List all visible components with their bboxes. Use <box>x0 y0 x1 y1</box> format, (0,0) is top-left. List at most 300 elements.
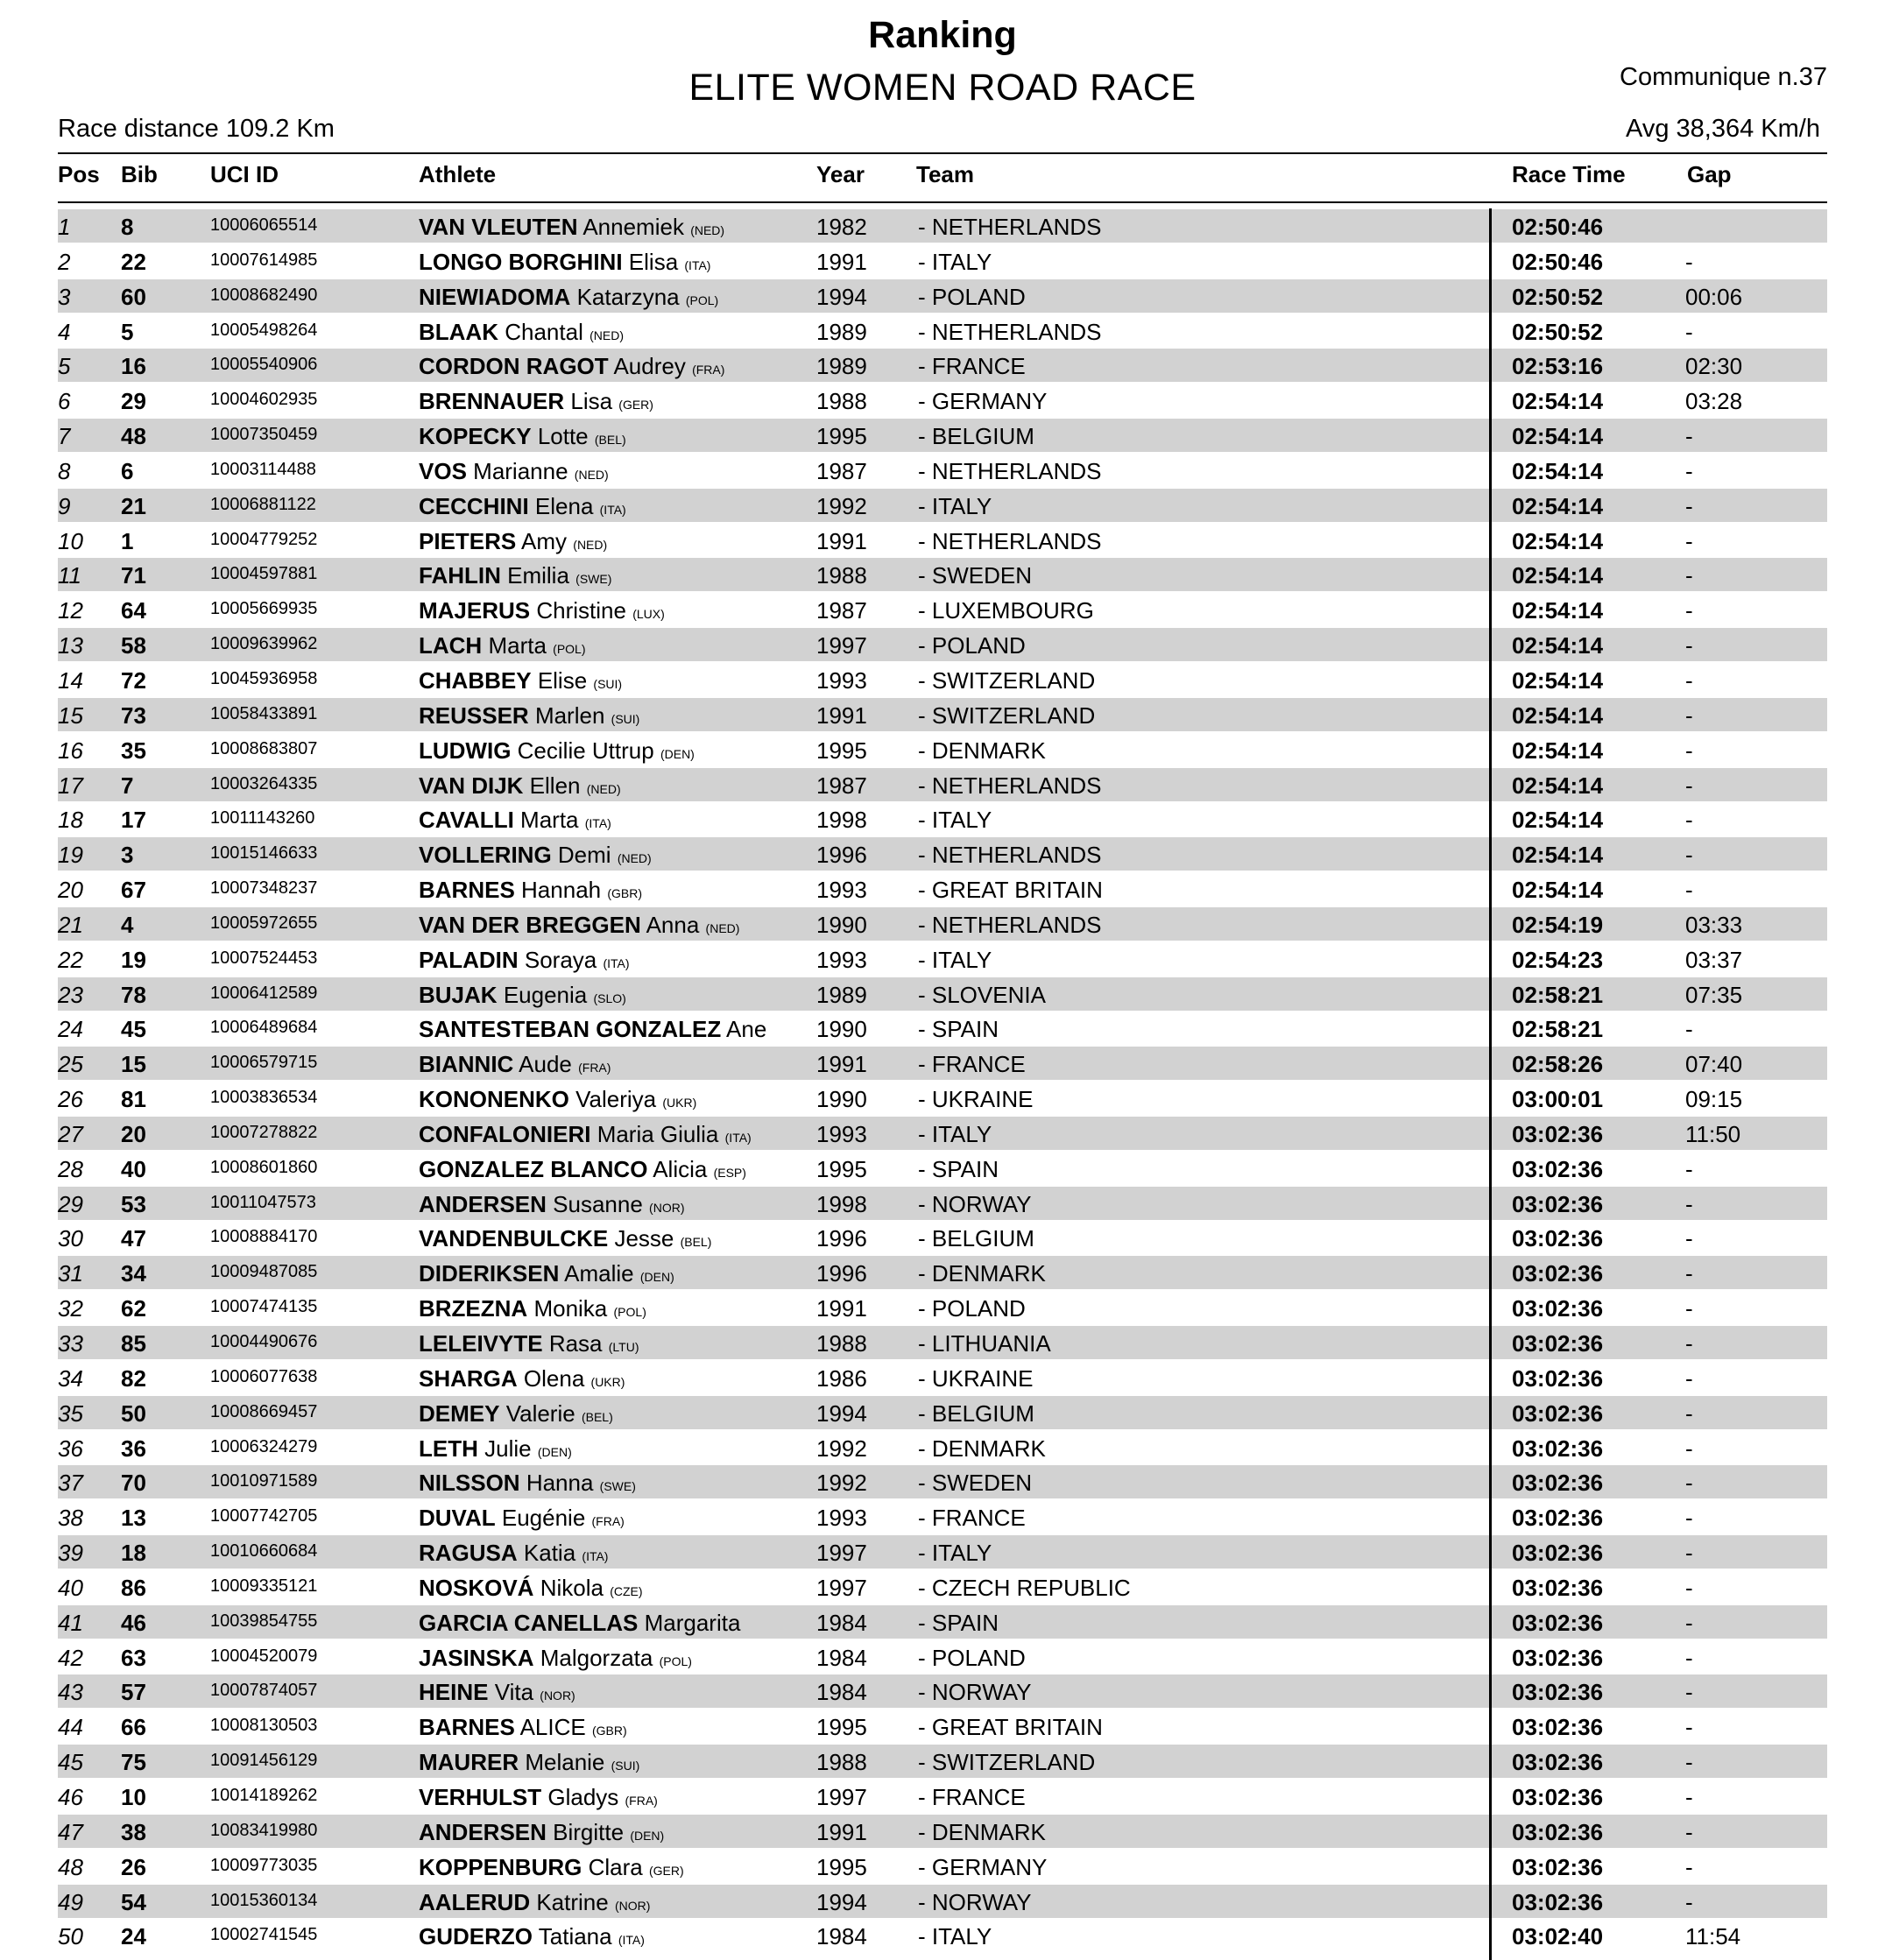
athlete-first-name: Lotte <box>537 423 589 450</box>
uci-id: 10004602935 <box>210 390 318 410</box>
athlete-name <box>419 1679 575 1709</box>
race-time: 02:54:14 <box>1512 457 1604 484</box>
position: 47 <box>58 1818 83 1845</box>
table-row <box>58 1046 1827 1081</box>
race-time: 03:02:36 <box>1512 1225 1604 1252</box>
race-time: 03:02:36 <box>1512 1609 1604 1636</box>
birth-year: 1984 <box>816 1644 867 1671</box>
time-gap: - <box>1685 1225 1693 1252</box>
time-gap: - <box>1685 1505 1693 1532</box>
team-name: - NETHERLANDS <box>918 842 1102 869</box>
athlete-first-name: Eugenia <box>503 981 588 1008</box>
communique-number: Communique n.37 <box>1620 63 1827 91</box>
race-time: 03:02:36 <box>1512 1120 1604 1147</box>
team-name: - POLAND <box>918 1295 1026 1322</box>
bib-number: 21 <box>121 492 146 519</box>
athlete-first-name: Katarzyna <box>576 283 680 310</box>
table-row <box>58 801 1827 836</box>
athlete-nationality: (SLO) <box>593 991 626 1005</box>
race-time: 02:54:14 <box>1512 702 1604 729</box>
bib-number: 47 <box>121 1225 146 1252</box>
athlete-name <box>419 1854 684 1884</box>
bib-number: 38 <box>121 1818 146 1845</box>
athlete-first-name: Marta <box>488 632 547 659</box>
race-time: 03:02:36 <box>1512 1749 1604 1776</box>
birth-year: 1992 <box>816 1435 867 1462</box>
race-time: 03:02:36 <box>1512 1853 1604 1880</box>
time-gap: - <box>1685 1364 1693 1392</box>
position: 21 <box>58 911 83 938</box>
athlete-nationality: (FRA) <box>625 1793 658 1808</box>
uci-id: 10006489684 <box>210 1018 318 1038</box>
table-row <box>58 1884 1827 1919</box>
column-header-gap: Gap <box>1687 161 1732 187</box>
column-header-team: Team <box>916 161 974 187</box>
athlete-last-name: GUDERZO <box>419 1923 533 1950</box>
athlete-name <box>419 1714 627 1744</box>
athlete-name <box>419 388 653 418</box>
athlete-last-name: LUDWIG <box>419 737 512 764</box>
uci-id: 10004490676 <box>210 1332 318 1351</box>
position: 17 <box>58 772 83 799</box>
birth-year: 1990 <box>816 1016 867 1043</box>
table-row <box>58 1849 1827 1884</box>
athlete-first-name: ALICE <box>519 1714 586 1741</box>
athlete-first-name: Annemiek <box>582 214 684 240</box>
athlete-name <box>419 1260 674 1290</box>
time-gap: - <box>1685 1540 1693 1567</box>
athlete-name <box>419 912 739 941</box>
race-time: 03:02:36 <box>1512 1679 1604 1706</box>
bib-number: 62 <box>121 1295 146 1322</box>
athlete-first-name: Melanie <box>525 1749 605 1776</box>
team-name: - SPAIN <box>918 1155 999 1182</box>
athlete-last-name: RAGUSA <box>419 1540 518 1567</box>
position: 12 <box>58 597 83 624</box>
athlete-nationality: (LUX) <box>632 607 665 622</box>
uci-id: 10014189262 <box>210 1785 318 1805</box>
time-gap: - <box>1685 1435 1693 1462</box>
race-time: 03:02:36 <box>1512 1783 1604 1810</box>
athlete-last-name: MAURER <box>419 1749 519 1776</box>
uci-id: 10004520079 <box>210 1646 318 1666</box>
athlete-nationality: (UKR) <box>662 1096 697 1110</box>
athlete-nationality: (BEL) <box>680 1235 712 1250</box>
athlete-last-name: KOPPENBURG <box>419 1853 582 1880</box>
time-gap: - <box>1685 1470 1693 1497</box>
athlete-name <box>419 1610 740 1639</box>
uci-id: 10006065514 <box>210 215 318 235</box>
birth-year: 1994 <box>816 283 867 310</box>
table-row <box>58 592 1827 627</box>
race-time: 03:00:01 <box>1512 1086 1604 1113</box>
athlete-name <box>419 667 622 697</box>
athlete-last-name: DUVAL <box>419 1505 496 1532</box>
athlete-first-name: Demi <box>557 842 611 869</box>
uci-id: 10007614985 <box>210 250 318 270</box>
athlete-first-name: Elisa <box>628 248 679 275</box>
table-row <box>58 208 1827 243</box>
table-row <box>58 1255 1827 1290</box>
birth-year: 1990 <box>816 1086 867 1113</box>
birth-year: 1997 <box>816 1783 867 1810</box>
race-time: 02:54:14 <box>1512 632 1604 659</box>
bib-number: 10 <box>121 1783 146 1810</box>
athlete-first-name: Eugénie <box>501 1505 586 1532</box>
race-time: 02:54:14 <box>1512 527 1604 554</box>
athlete-nationality: (FRA) <box>578 1061 611 1075</box>
position: 41 <box>58 1609 83 1636</box>
time-gap: - <box>1685 842 1693 869</box>
team-name: - ITALY <box>918 1540 992 1567</box>
team-name: - ITALY <box>918 492 992 519</box>
birth-year: 1993 <box>816 877 867 904</box>
time-gap: 11:50 <box>1685 1120 1741 1147</box>
team-name: - CZECH REPUBLIC <box>918 1574 1131 1601</box>
uci-id: 10009335121 <box>210 1576 318 1596</box>
athlete-last-name: PALADIN <box>419 946 519 973</box>
athlete-last-name: KONONENKO <box>419 1086 569 1113</box>
athlete-name <box>419 1540 608 1569</box>
athlete-name <box>419 493 626 523</box>
bib-number: 78 <box>121 981 146 1008</box>
athlete-name <box>419 1435 572 1465</box>
birth-year: 1991 <box>816 248 867 275</box>
table-row <box>58 767 1827 802</box>
athlete-first-name: Vita <box>494 1679 534 1706</box>
uci-id: 10008682490 <box>210 285 318 305</box>
time-gap: - <box>1685 1016 1693 1043</box>
uci-id: 10007524453 <box>210 948 318 968</box>
athlete-name <box>419 1051 611 1081</box>
athlete-nationality: (GER) <box>648 1863 684 1878</box>
athlete-last-name: CONFALONIERI <box>419 1120 591 1147</box>
bib-number: 13 <box>121 1505 146 1532</box>
time-gap: - <box>1685 1783 1693 1810</box>
bib-number: 54 <box>121 1888 146 1915</box>
uci-id: 10005972655 <box>210 913 318 933</box>
birth-year: 1991 <box>816 702 867 729</box>
team-name: - NORWAY <box>918 1679 1032 1706</box>
average-speed: Avg 38,364 Km/h <box>1626 115 1820 143</box>
athlete-first-name: Maria Giulia <box>597 1120 719 1147</box>
position: 33 <box>58 1330 83 1357</box>
bib-number: 48 <box>121 423 146 450</box>
birth-year: 1984 <box>816 1923 867 1950</box>
table-row <box>58 1011 1827 1046</box>
athlete-first-name: Ellen <box>529 772 581 799</box>
athlete-nationality: (GBR) <box>591 1724 627 1738</box>
time-gap: - <box>1685 423 1693 450</box>
birth-year: 1998 <box>816 1190 867 1217</box>
table-row <box>58 1290 1827 1325</box>
column-header-athlete: Athlete <box>419 161 497 187</box>
athlete-nationality: (NOR) <box>540 1689 575 1703</box>
time-gap: - <box>1685 702 1693 729</box>
athlete-name <box>419 1121 752 1151</box>
uci-id: 10005498264 <box>210 320 318 340</box>
athlete-nationality: (ITA) <box>684 257 711 272</box>
athlete-last-name: LACH <box>419 632 483 659</box>
position: 9 <box>58 492 71 519</box>
athlete-nationality: (NOR) <box>614 1898 651 1913</box>
athlete-name <box>419 1225 711 1255</box>
position: 25 <box>58 1051 83 1078</box>
athlete-last-name: REUSSER <box>419 702 529 729</box>
uci-id: 10008683807 <box>210 738 318 758</box>
athlete-name <box>419 737 695 767</box>
time-gap: - <box>1685 492 1693 519</box>
time-gap: - <box>1685 632 1693 659</box>
table-row <box>58 871 1827 906</box>
team-name: - SWEDEN <box>918 562 1032 589</box>
position: 40 <box>58 1574 83 1601</box>
athlete-last-name: HEINE <box>419 1679 489 1706</box>
birth-year: 1993 <box>816 1120 867 1147</box>
bib-number: 82 <box>121 1364 146 1392</box>
athlete-nationality: (GER) <box>618 398 653 412</box>
team-name: - SWITZERLAND <box>918 666 1096 694</box>
athlete-name <box>419 982 626 1012</box>
time-gap: - <box>1685 318 1693 345</box>
race-time: 03:02:40 <box>1512 1923 1604 1950</box>
table-row <box>58 1814 1827 1849</box>
athlete-last-name: GARCIA CANELLAS <box>419 1609 639 1636</box>
athlete-name <box>419 1889 650 1919</box>
ranking-table-body <box>58 208 1827 1953</box>
athlete-first-name: Audrey <box>613 353 686 380</box>
team-name: - DENMARK <box>918 737 1046 764</box>
time-gap: - <box>1685 1399 1693 1427</box>
athlete-first-name: Cecilie Uttrup <box>517 737 654 764</box>
table-row <box>58 1081 1827 1116</box>
bib-number: 4 <box>121 911 134 938</box>
race-time-divider <box>1489 208 1492 1960</box>
athlete-last-name: JASINSKA <box>419 1644 534 1671</box>
athlete-name <box>419 1295 646 1325</box>
race-time: 03:02:36 <box>1512 1155 1604 1182</box>
team-name: - NETHERLANDS <box>918 772 1102 799</box>
table-row <box>58 1325 1827 1360</box>
time-gap: - <box>1685 1295 1693 1322</box>
athlete-last-name: SANTESTEBAN GONZALEZ <box>419 1016 722 1043</box>
birth-year: 1993 <box>816 666 867 694</box>
athlete-last-name: MAJERUS <box>419 597 531 624</box>
birth-year: 1996 <box>816 842 867 869</box>
position: 5 <box>58 353 71 380</box>
athlete-nationality: (SUI) <box>611 711 640 726</box>
team-name: - DENMARK <box>918 1260 1046 1287</box>
athlete-name <box>419 842 652 871</box>
column-header-year: Year <box>816 161 865 187</box>
athlete-last-name: AALERUD <box>419 1888 531 1915</box>
uci-id: 10008884170 <box>210 1227 318 1247</box>
uci-id: 10045936958 <box>210 668 318 688</box>
athlete-last-name: CECCHINI <box>419 492 529 519</box>
athlete-last-name: LETH <box>419 1435 478 1462</box>
time-gap: 02:30 <box>1685 353 1743 380</box>
birth-year: 1984 <box>816 1609 867 1636</box>
athlete-last-name: BARNES <box>419 877 515 904</box>
athlete-last-name: DIDERIKSEN <box>419 1260 560 1287</box>
birth-year: 1995 <box>816 1853 867 1880</box>
position: 49 <box>58 1888 83 1915</box>
athlete-nationality: (BEL) <box>594 433 626 448</box>
uci-id: 10007348237 <box>210 878 318 899</box>
table-row <box>58 1360 1827 1395</box>
table-row <box>58 1709 1827 1744</box>
time-gap: 03:33 <box>1685 911 1743 938</box>
race-time: 02:54:23 <box>1512 946 1604 973</box>
uci-id: 10005540906 <box>210 355 318 375</box>
birth-year: 1997 <box>816 1574 867 1601</box>
athlete-name <box>419 877 642 906</box>
position: 23 <box>58 981 83 1008</box>
athlete-first-name: Elena <box>534 492 594 519</box>
table-row <box>58 836 1827 871</box>
team-name: - UKRAINE <box>918 1364 1034 1392</box>
team-name: - SWITZERLAND <box>918 1749 1096 1776</box>
bib-number: 6 <box>121 457 134 484</box>
team-name: - SLOVENIA <box>918 981 1046 1008</box>
position: 50 <box>58 1923 83 1950</box>
athlete-first-name: Anna <box>646 911 700 938</box>
uci-id: 10005669935 <box>210 599 318 619</box>
athlete-first-name: Hanna <box>526 1470 594 1497</box>
time-gap: - <box>1685 807 1693 834</box>
athlete-name <box>419 1191 684 1221</box>
uci-id: 10010971589 <box>210 1471 318 1491</box>
time-gap: - <box>1685 248 1693 275</box>
uci-id: 10004597881 <box>210 564 318 584</box>
bib-number: 71 <box>121 562 146 589</box>
position: 37 <box>58 1470 83 1497</box>
birth-year: 1984 <box>816 1679 867 1706</box>
time-gap: - <box>1685 1644 1693 1671</box>
table-row <box>58 1604 1827 1639</box>
athlete-nationality: (UKR) <box>590 1374 625 1389</box>
birth-year: 1987 <box>816 597 867 624</box>
athlete-first-name: Marta <box>520 807 579 834</box>
team-name: - NORWAY <box>918 1888 1032 1915</box>
bib-number: 40 <box>121 1155 146 1182</box>
athlete-first-name: Valerie <box>505 1399 575 1427</box>
time-gap: 07:35 <box>1685 981 1743 1008</box>
time-gap: - <box>1685 1853 1693 1880</box>
position: 27 <box>58 1120 83 1147</box>
team-name: - POLAND <box>918 283 1026 310</box>
position: 15 <box>58 702 83 729</box>
team-name: - DENMARK <box>918 1435 1046 1462</box>
athlete-name <box>419 772 621 802</box>
bib-number: 8 <box>121 214 134 240</box>
athlete-first-name: Lisa <box>570 388 613 415</box>
athlete-first-name: Christine <box>536 597 626 624</box>
race-time: 03:02:36 <box>1512 1818 1604 1845</box>
birth-year: 1996 <box>816 1260 867 1287</box>
position: 44 <box>58 1714 83 1741</box>
athlete-last-name: NIEWIADOMA <box>419 283 571 310</box>
athlete-nationality: (POL) <box>685 293 719 307</box>
athlete-name <box>419 1923 645 1953</box>
uci-id: 10003836534 <box>210 1088 318 1108</box>
athlete-last-name: CORDON RAGOT <box>419 353 609 380</box>
table-row <box>58 1779 1827 1814</box>
position: 46 <box>58 1783 83 1810</box>
athlete-nationality: (POL) <box>613 1305 646 1320</box>
race-time: 02:58:21 <box>1512 1016 1604 1043</box>
athlete-last-name: CAVALLI <box>419 807 514 834</box>
athlete-nationality: (FRA) <box>692 363 725 377</box>
table-row <box>58 941 1827 976</box>
race-time: 02:54:14 <box>1512 492 1604 519</box>
position: 35 <box>58 1399 83 1427</box>
athlete-name <box>419 1505 625 1534</box>
uci-id: 10008130503 <box>210 1716 318 1736</box>
athlete-name <box>419 1819 664 1849</box>
bib-number: 16 <box>121 353 146 380</box>
time-gap: - <box>1685 527 1693 554</box>
race-distance: Race distance 109.2 Km <box>58 115 335 143</box>
uci-id: 10007874057 <box>210 1681 318 1701</box>
athlete-name <box>419 1016 766 1046</box>
table-row <box>58 383 1827 418</box>
birth-year: 1988 <box>816 1330 867 1357</box>
athlete-nationality: (ITA) <box>603 955 630 970</box>
athlete-name <box>419 319 624 349</box>
table-row <box>58 1744 1827 1779</box>
time-gap: - <box>1685 1155 1693 1182</box>
athlete-first-name: Soraya <box>524 946 597 973</box>
athlete-first-name: Clara <box>588 1853 643 1880</box>
position: 16 <box>58 737 83 764</box>
time-gap: 00:06 <box>1685 283 1743 310</box>
position: 11 <box>58 562 81 589</box>
athlete-first-name: Marlen <box>534 702 605 729</box>
table-row <box>58 557 1827 592</box>
team-name: - BELGIUM <box>918 1225 1034 1252</box>
bib-number: 86 <box>121 1574 146 1601</box>
athlete-last-name: VANDENBULCKE <box>419 1225 609 1252</box>
birth-year: 1997 <box>816 1540 867 1567</box>
athlete-nationality: (NED) <box>573 537 608 552</box>
athlete-last-name: CHABBEY <box>419 666 532 694</box>
athlete-name <box>419 632 586 662</box>
time-gap: - <box>1685 737 1693 764</box>
athlete-last-name: ANDERSEN <box>419 1190 547 1217</box>
athlete-first-name: Nikola <box>540 1574 604 1601</box>
race-time: 02:54:14 <box>1512 877 1604 904</box>
birth-year: 1988 <box>816 1749 867 1776</box>
table-row <box>58 1430 1827 1465</box>
bib-number: 73 <box>121 702 146 729</box>
time-gap: - <box>1685 1714 1693 1741</box>
race-time: 03:02:36 <box>1512 1644 1604 1671</box>
athlete-name <box>419 1784 658 1814</box>
position: 18 <box>58 807 83 834</box>
table-row <box>58 1569 1827 1604</box>
time-gap: - <box>1685 457 1693 484</box>
table-row <box>58 418 1827 453</box>
race-time: 03:02:36 <box>1512 1470 1604 1497</box>
athlete-nationality: (NED) <box>617 851 652 866</box>
birth-year: 1992 <box>816 1470 867 1497</box>
team-name: - FRANCE <box>918 353 1026 380</box>
athlete-first-name: Chantal <box>505 318 583 345</box>
time-gap: - <box>1685 877 1693 904</box>
athlete-nationality: (SWE) <box>599 1479 636 1494</box>
athlete-nationality: (SWE) <box>575 572 612 587</box>
